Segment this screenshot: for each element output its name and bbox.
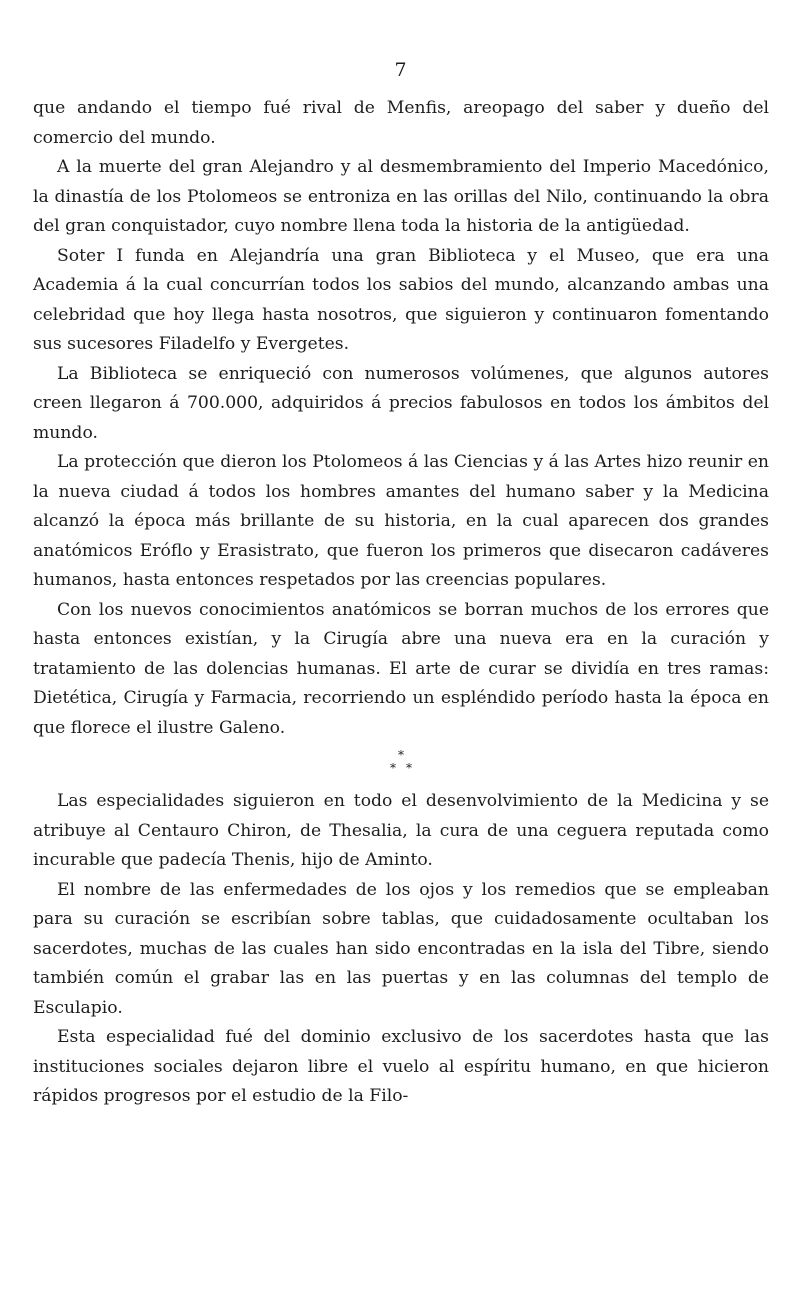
paragraph: La Biblioteca se enriqueció con numerosos volúmenes, que algunos autores creen llegaron á 700.000, adquiridos á precios fabulosos en todos los ámbitos del mundo.	[33, 363, 769, 443]
section-two	[33, 787, 769, 1112]
separator-asterisk-top: *	[398, 748, 404, 762]
separator-asterisk-right: *	[406, 761, 412, 775]
paragraph-continues: Esta especialidad fué del dominio exclusivo de los sacerdotes hasta que las instituciones sociales dejaron libre el vuelo al espíritu humano, en que hicieron rápidos progresos por el estudio de la Filo-	[33, 1027, 769, 1106]
paragraph: El nombre de las enfermedades de los ojos y los remedios que se empleaban para su curación se escribían sobre tablas, que cuidadosamente ocultaban los sacerdotes, muchas de las cuales han sido encontradas en la isla del Tibre, siendo también común el grabar las en las puertas y en las columnas del templo de Esculapio.	[33, 879, 769, 1018]
page-number: 7	[394, 59, 407, 81]
paragraph: Soter I funda en Alejandría una gran Biblioteca y el Museo, que era una Academia á la cual concurrían todos los sabios del mundo, alcanzando ambas una celebridad que hoy llega hasta nosotros, que siguieron y continuaron fomentando sus sucesores Filadelfo y Evergetes.	[33, 245, 769, 354]
page-body	[33, 94, 769, 1112]
paragraph-continuation: que andando el tiempo fué rival de Menfis, areopago del saber y dueño del comercio del mundo.	[33, 98, 769, 148]
separator-asterisk-left: *	[390, 761, 396, 775]
paragraph: Con los nuevos conocimientos anatómicos se borran muchos de los errores que hasta entonces existían, y la Cirugía abre una nueva era en la curación y tratamiento de las dolencias humanas. El arte de curar se dividía en tres ramas: Dietética, Cirugía y Farmacia, recorriendo un espléndido período hasta la época en que florece el ilustre Galeno.	[33, 599, 769, 738]
paragraph: A la muerte del gran Alejandro y al desmembramiento del Imperio Macedónico, la dinastía de los Ptolomeos se entroniza en las orillas del Nilo, continuando la obra del gran conquistador, cuyo nombre llena toda la historia de la antigüedad.	[33, 157, 769, 236]
section-separator	[33, 743, 769, 783]
paragraph: La protección que dieron los Ptolomeos á las Ciencias y á las Artes hizo reunir en la nueva ciudad á todos los hombres amantes del humano saber y la Medicina alcanzó la época más brillante de su historia, en la cual aparecen dos grandes anatómicos Eróflo y Erasistrato, que fueron los primeros que disecaron cadáveres humanos, hasta entonces respetados por las creencias populares.	[33, 452, 769, 590]
paragraph: Las especialidades siguieron en todo el desenvolvimiento de la Medicina y se atribuye al Centauro Chiron, de Thesalia, la cura de una ceguera reputada como incurable que padecía Thenis, hijo de Aminto.	[33, 791, 769, 870]
